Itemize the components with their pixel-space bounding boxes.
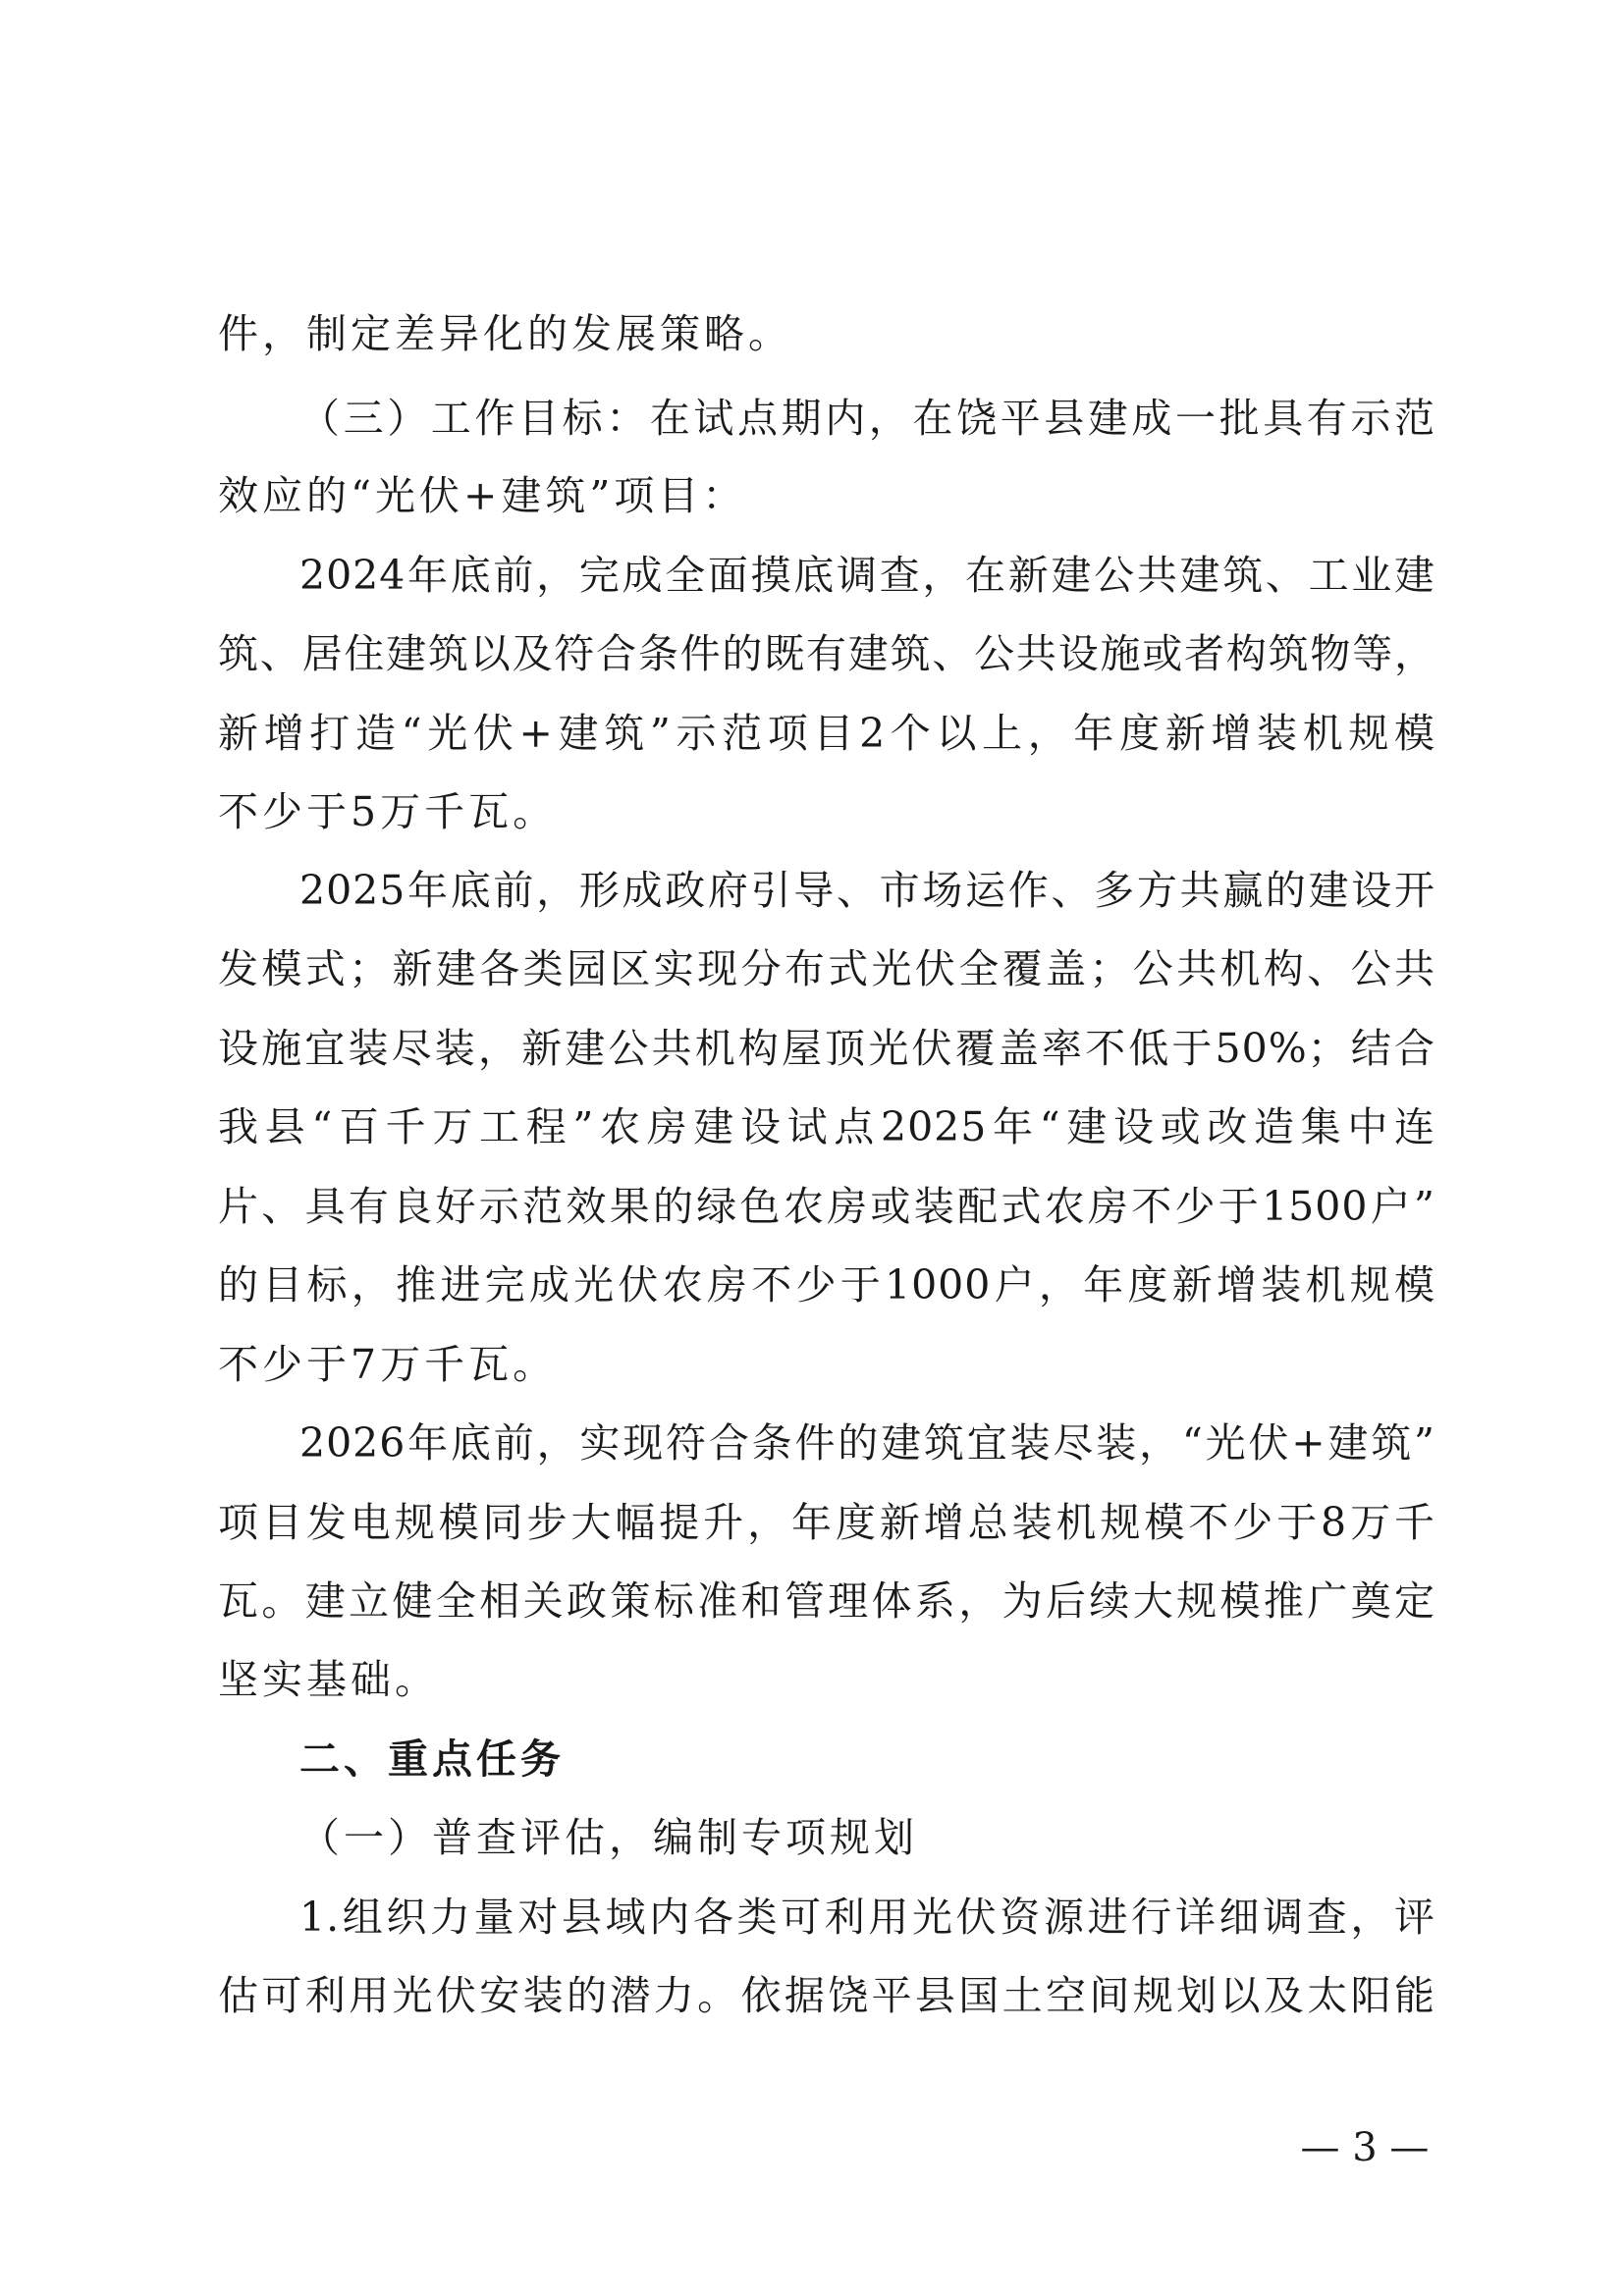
body-line: 发模式；新建各类园区实现分布式光伏全覆盖；公共机构、公共: [218, 945, 1435, 992]
body-line: 估可利用光伏安装的潜力。依据饶平县国土空间规划以及太阳能: [218, 1972, 1435, 2019]
body-line: 不少于5万千瓦。: [218, 788, 558, 835]
body-line: 1.组织力量对县域内各类可利用光伏资源进行详细调查，评: [299, 1894, 1435, 1941]
body-line: 片、具有良好示范效果的绿色农房或装配式农房不少于1500户”: [218, 1183, 1435, 1230]
body-line: 的目标，推进完成光伏农房不少于1000户，年度新增装机规模: [218, 1261, 1435, 1308]
body-line: （三）工作目标：在试点期内，在饶平县建成一批具有示范: [299, 395, 1435, 442]
body-line: 件，制定差异化的发展策略。: [218, 310, 792, 357]
body-line: 设施宜装尽装，新建公共机构屋顶光伏覆盖率不低于50%；结合: [218, 1025, 1435, 1072]
body-line: 不少于7万千瓦。: [218, 1341, 558, 1388]
body-line: 筑、居住建筑以及符合条件的既有建筑、公共设施或者构筑物等，: [218, 630, 1435, 677]
body-line: 2024年底前，完成全面摸底调查，在新建公共建筑、工业建: [299, 552, 1435, 599]
body-line: 项目发电规模同步大幅提升，年度新增总装机规模不少于8万千: [218, 1499, 1435, 1546]
section-heading: 二、重点任务: [299, 1735, 565, 1783]
page-number: — 3 —: [1300, 2125, 1430, 2170]
body-line: 坚实基础。: [218, 1656, 439, 1703]
body-line: 2025年底前，形成政府引导、市场运作、多方共赢的建设开: [299, 867, 1435, 914]
body-line: 我县“百千万工程”农房建设试点2025年“建设或改造集中连: [218, 1103, 1435, 1150]
body-line: 瓦。建立健全相关政策标准和管理体系，为后续大规模推广奠定: [218, 1577, 1435, 1625]
body-line: 2026年底前，实现符合条件的建筑宜装尽装，“光伏+建筑”: [299, 1419, 1435, 1467]
body-line: 效应的“光伏+建筑”项目：: [218, 472, 747, 519]
body-line: 新增打造“光伏+建筑”示范项目2个以上，年度新增装机规模: [218, 710, 1435, 757]
subsection-heading: （一）普查评估，编制专项规划: [299, 1814, 918, 1861]
